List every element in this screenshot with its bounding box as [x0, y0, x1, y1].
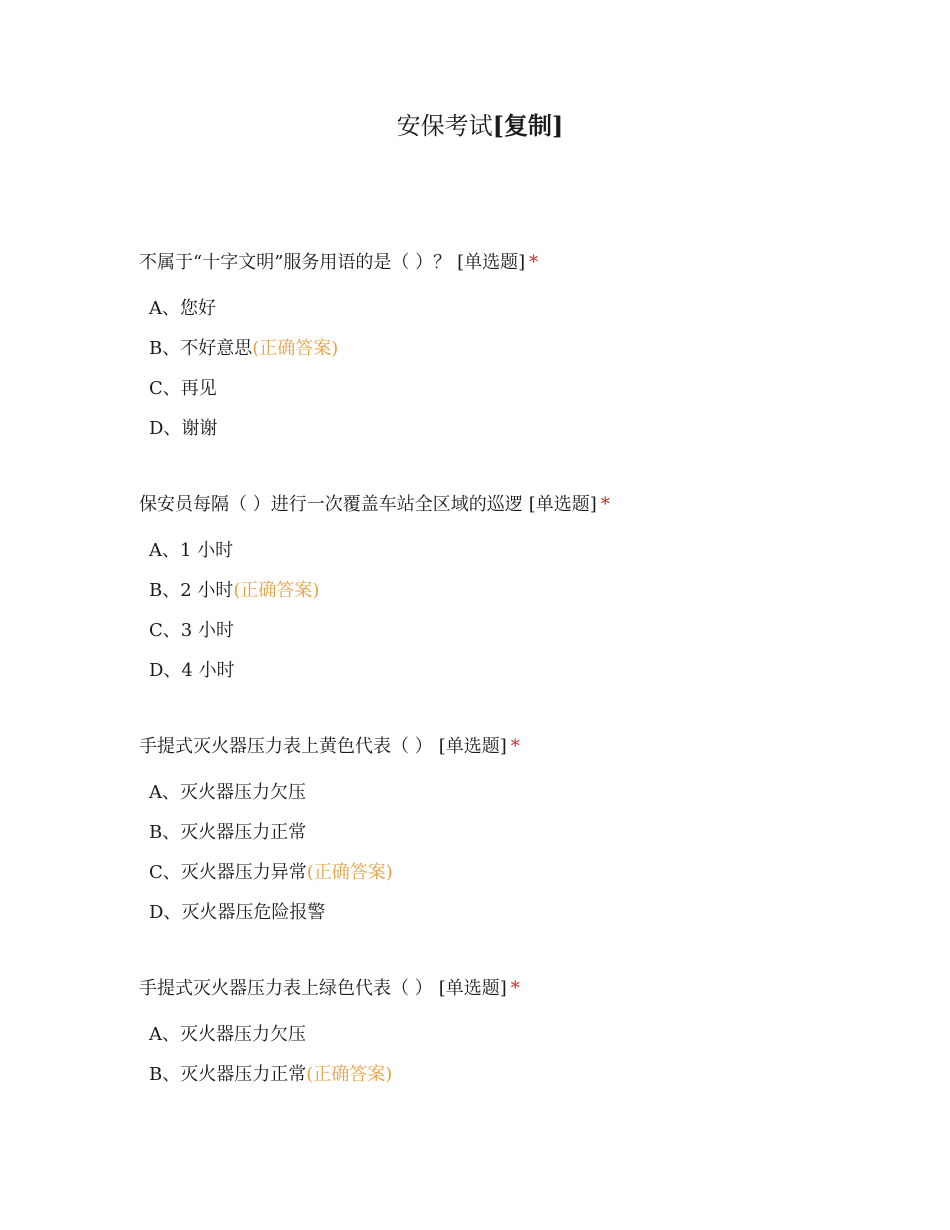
option-item — [149, 898, 899, 938]
required-star: * — [529, 252, 539, 273]
required-star: * — [600, 494, 610, 515]
option-item — [149, 616, 899, 656]
question-text: 手提式灭火器压力表上黄色代表（ ） — [139, 736, 433, 757]
page-title — [0, 108, 950, 144]
option-list — [139, 536, 899, 696]
option-label: B、灭火器压力正常 — [149, 1064, 307, 1085]
option-item — [149, 414, 899, 454]
correct-answer-mark: (正确答案) — [252, 338, 339, 359]
correct-answer-mark: (正确答案) — [306, 1064, 393, 1085]
option-label: A、灭火器压力欠压 — [149, 1024, 306, 1045]
question-stem — [139, 248, 899, 278]
option-item — [149, 778, 899, 818]
option-label: B、灭火器压力正常 — [149, 822, 307, 843]
option-label: D、4 小时 — [149, 660, 235, 681]
title-suffix: [复制] — [492, 111, 564, 140]
option-item — [149, 374, 899, 414]
option-item — [149, 536, 899, 576]
option-list — [139, 294, 899, 454]
required-star: * — [510, 736, 520, 757]
question-stem — [139, 974, 899, 1004]
option-label: C、3 小时 — [149, 620, 234, 641]
option-label: B、2 小时 — [149, 580, 234, 601]
correct-answer-mark: (正确答案) — [306, 862, 393, 883]
option-item — [149, 1060, 899, 1100]
question-stem — [139, 732, 899, 762]
option-label: D、谢谢 — [149, 418, 218, 439]
question-type-tag: [单选题] — [457, 252, 526, 273]
title-text: 安保考试 — [396, 112, 493, 140]
question-text: 手提式灭火器压力表上绿色代表（ ） — [139, 978, 433, 999]
option-item — [149, 818, 899, 858]
option-item — [149, 656, 899, 696]
option-label: D、灭火器压危险报警 — [149, 902, 326, 923]
question-stem — [139, 490, 899, 520]
required-star: * — [510, 978, 520, 999]
option-list — [139, 778, 899, 938]
option-list — [139, 1020, 899, 1100]
option-label: B、不好意思 — [149, 338, 253, 359]
question-block — [139, 490, 899, 732]
option-item — [149, 858, 899, 898]
question-type-tag: [单选题] — [438, 736, 507, 757]
correct-answer-mark: (正确答案) — [233, 580, 320, 601]
option-item — [149, 1020, 899, 1060]
question-list — [139, 248, 899, 1216]
question-text: 保安员每隔（ ）进行一次覆盖车站全区域的巡逻 — [139, 494, 523, 515]
question-type-tag: [单选题] — [528, 494, 597, 515]
question-block — [139, 248, 899, 490]
question-text: 不属于“十字文明”服务用语的是（ ）？ — [139, 252, 452, 273]
option-label: A、1 小时 — [149, 540, 234, 561]
option-item — [149, 576, 899, 616]
option-label: C、灭火器压力异常 — [149, 862, 307, 883]
question-type-tag: [单选题] — [438, 978, 507, 999]
option-item — [149, 294, 899, 334]
option-item — [149, 334, 899, 374]
question-block — [139, 732, 899, 974]
option-label: A、您好 — [149, 298, 216, 319]
question-block — [139, 974, 899, 1216]
option-label: C、再见 — [149, 378, 217, 399]
option-label: A、灭火器压力欠压 — [149, 782, 306, 803]
